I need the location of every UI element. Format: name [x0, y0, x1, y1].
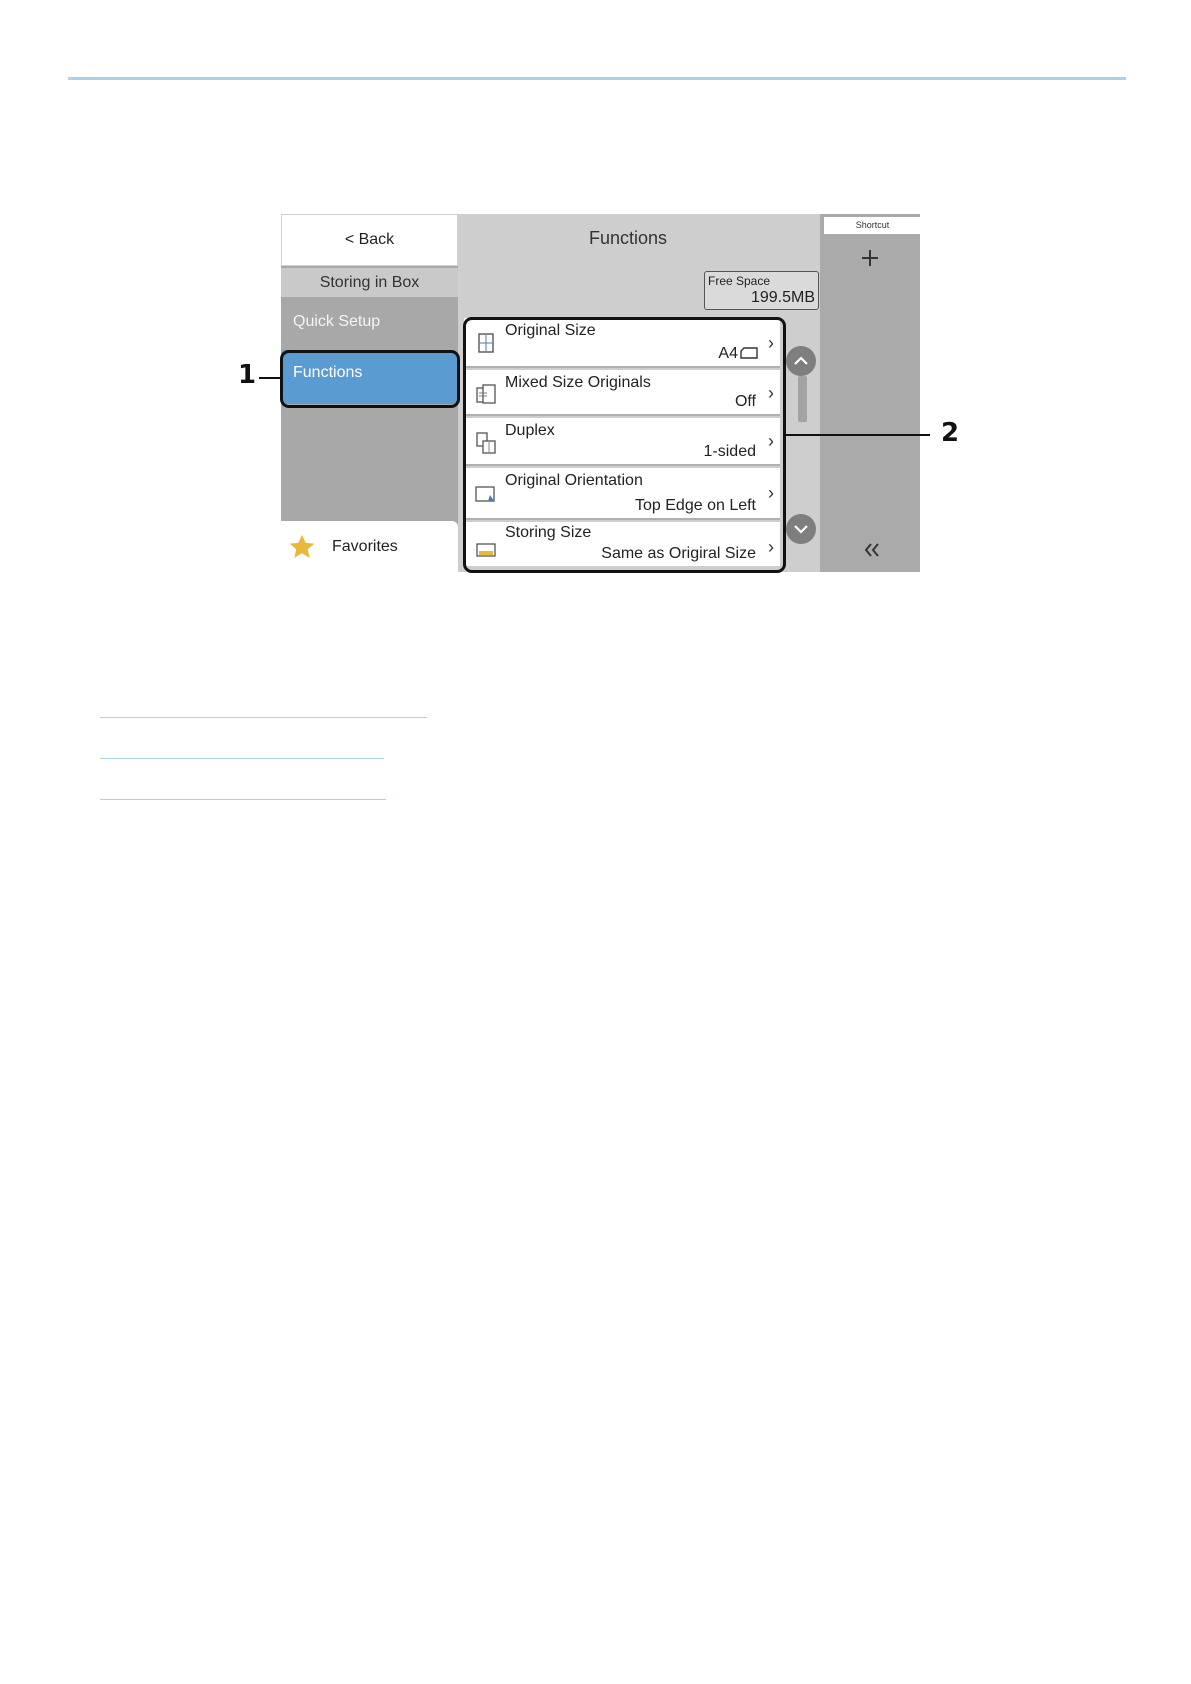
free-space-label: Free Space [708, 274, 771, 288]
scroll-down-button[interactable] [786, 514, 816, 544]
chevron-right-icon: › [768, 431, 774, 451]
callout-leader-2 [786, 434, 930, 436]
item-label: Duplex [505, 422, 555, 439]
item-label: Original Orientation [505, 472, 643, 489]
item-value: Same as Origiral Size [601, 545, 756, 562]
header-rule [68, 77, 1126, 80]
chevron-right-icon: › [768, 537, 774, 557]
favorites-label: Favorites [332, 537, 398, 555]
nav-quick-setup[interactable]: Quick Setup [293, 313, 381, 330]
item-value: 1-sided [703, 443, 756, 460]
item-value: Top Edge on Left [635, 497, 756, 514]
shortcut-panel [820, 214, 920, 572]
chevron-right-icon: › [768, 383, 774, 403]
link-underline-1[interactable] [100, 717, 427, 718]
callout-leader-1 [259, 377, 280, 379]
item-value: A4 [718, 345, 738, 362]
add-shortcut-button[interactable] [860, 244, 880, 274]
page-title: Functions [588, 228, 668, 248]
chevron-right-icon: › [768, 483, 774, 503]
link-underline-3[interactable] [100, 799, 386, 800]
free-space-indicator [704, 271, 819, 310]
chevron-right-icon: › [768, 333, 774, 353]
plus-icon [860, 248, 880, 268]
mode-title: Storing in Box [281, 268, 458, 297]
scrollbar-thumb[interactable] [798, 376, 807, 422]
scroll-up-button[interactable] [786, 346, 816, 376]
back-button[interactable]: < Back [281, 214, 458, 266]
link-underline-2[interactable] [100, 758, 384, 759]
double-chevron-left-icon [863, 542, 881, 558]
chevron-up-icon [793, 356, 809, 366]
item-label: Original Size [505, 322, 596, 339]
star-icon [288, 533, 316, 561]
chevron-down-icon [793, 524, 809, 534]
collapse-button[interactable] [863, 540, 881, 562]
nav-functions[interactable]: Functions [281, 350, 457, 404]
free-space-value: 199.5MB [750, 289, 815, 306]
callout-number-1: 1 [238, 360, 257, 390]
callout-number-2: 2 [941, 418, 960, 448]
shortcut-tab[interactable]: Shortcut [824, 217, 920, 234]
item-label: Mixed Size Originals [505, 374, 651, 391]
item-value: Off [734, 393, 756, 410]
callout-box-1 [280, 350, 460, 408]
callout-box-2 [463, 317, 786, 573]
item-label: Storing Size [505, 524, 592, 541]
favorites-button[interactable] [281, 521, 458, 572]
